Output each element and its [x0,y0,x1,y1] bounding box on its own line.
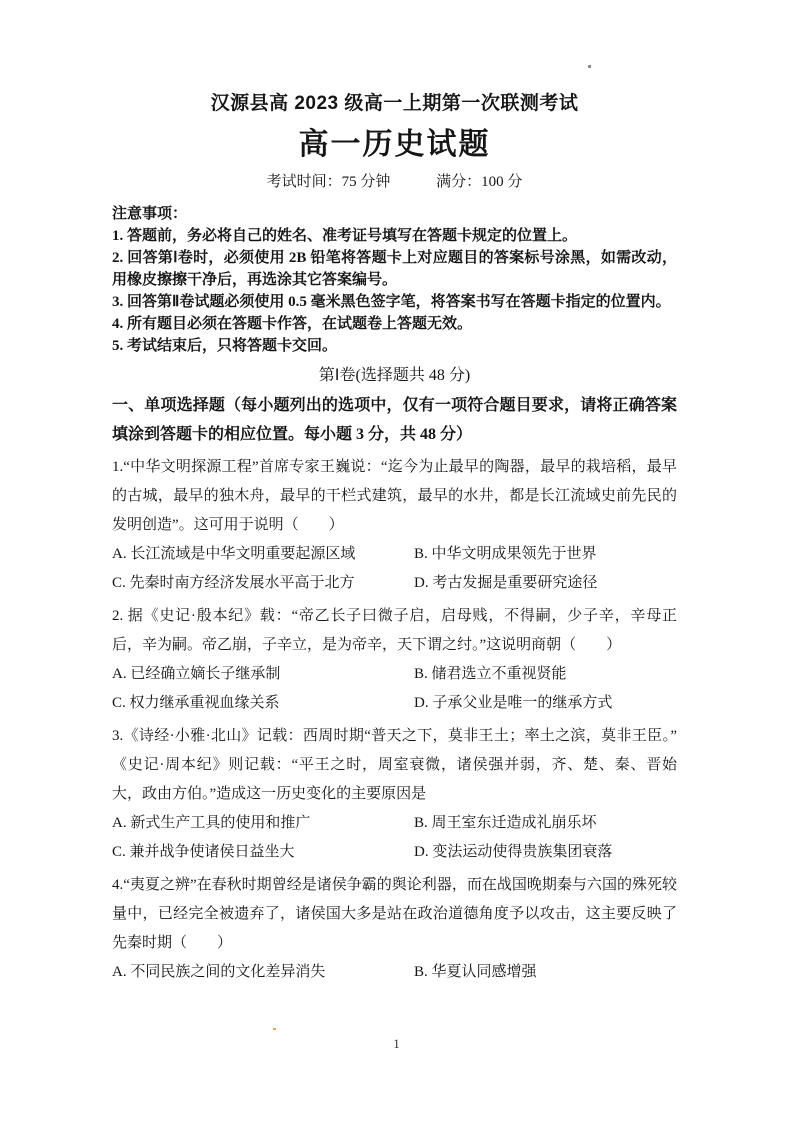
notice-item-1: 1. 答题前，务必将自己的姓名、准考证号填写在答题卡规定的位置上。 [112,228,578,244]
question-2-option-a: A. 已经确立嫡长子继承制 [112,666,281,682]
question-1-options-row-1 [112,540,677,569]
question-1 [112,453,677,598]
question-2 [112,602,677,718]
scan-speck-gray [588,65,591,68]
section-1-title: 第Ⅰ卷(选择题共 48 分) [318,367,471,384]
question-2-option-d: D. 子承父业是唯一的继承方式 [414,695,613,711]
exam-info-line [112,172,677,192]
notice-item-4: 4. 所有题目必须在答题卡作答，在试题卷上答题无效。 [112,316,473,332]
question-2-options-row-1 [112,660,677,689]
question-4-option-a: A. 不同民族之间的文化差异消失 [112,964,326,980]
question-2-stem: 2. 据《史记·殷本纪》载：“帝乙长子曰微子启，启母贱，不得嗣，少子辛，辛母正后，辛为嗣。帝乙崩，子辛立，是为帝辛，天下谓之纣。”这说明商朝（ ） [112,608,677,653]
paper-title: 高一历史试题 [298,128,491,161]
question-4 [112,871,677,987]
question-3-option-d: D. 变法运动使得贵族集团衰落 [414,844,613,860]
scan-speck-orange [273,1028,276,1030]
notices-block [112,203,677,357]
question-2-option-c: C. 权力继承重视血缘关系 [112,695,280,711]
question-3 [112,722,677,867]
question-1-option-a: A. 长江流域是中华文明重要起源区域 [112,546,356,562]
page-number: 1 [393,1036,400,1051]
question-1-options-row-2 [112,569,677,598]
question-3-option-c: C. 兼并战争使诸侯日益坐大 [112,844,295,860]
question-3-options-row-1 [112,809,677,838]
section-1-instruction: 一、单项选择题（每小题列出的选项中，仅有一项符合题目要求，请将正确答案填涂到答题卡的相应位置。每小题 3 分，共 48 分） [112,397,677,443]
question-4-option-b: B. 华夏认同感增强 [414,964,537,980]
question-2-option-b: B. 储君选立不重视贤能 [414,666,567,682]
question-4-options-row-1 [112,958,677,987]
notices-heading: 注意事项： [112,206,188,222]
question-1-option-b: B. 中华文明成果领先于世界 [414,546,597,562]
notice-item-2: 2. 回答第Ⅰ卷时，必须使用 2B 铅笔将答题卡上对应题目的答案标号涂黑，如需改动，用橡皮擦擦干净后，再选涂其它答案编号。 [112,250,677,288]
question-3-option-a: A. 新式生产工具的使用和推广 [112,815,311,831]
notice-item-3: 3. 回答第Ⅱ卷试题必须使用 0.5 毫米黑色签字笔，将答案书写在答题卡指定的位置内。 [112,294,671,310]
question-1-option-c: C. 先秦时南方经济发展水平高于北方 [112,575,355,591]
exam-duration: 考试时间：75 分钟 [266,174,391,190]
question-3-options-row-2 [112,838,677,867]
question-1-stem: 1.“中华文明探源工程”首席专家王巍说：“迄今为止最早的陶器，最早的栽培稻，最早的古城，最早的独木舟，最早的干栏式建筑，最早的水井，都是长江流域史前先民的发明创造”。这可用于说明（ ） [112,459,677,533]
question-3-stem: 3.《诗经·小雅·北山》记载：西周时期“普天之下，莫非王土；率土之滨，莫非王臣。”《史记·周本纪》则记载：“平王之时，周室衰微，诸侯强并弱，齐、楚、秦、晋始大，政由方伯。”造成这一历史变化的主要原因是 [112,728,677,802]
exam-full-score: 满分：100 分 [436,174,523,190]
exam-title: 汉源县高 2023 级高一上期第一次联测考试 [210,93,579,114]
question-3-option-b: B. 周王室东迁造成礼崩乐坏 [414,815,597,831]
question-4-stem: 4.“夷夏之辨”在春秋时期曾经是诸侯争霸的舆论利器，而在战国晚期秦与六国的殊死较量中，已经完全被遗弃了，诸侯国大多是站在政治道德角度予以攻击，这主要反映了先秦时期（ ） [112,877,677,951]
notice-item-5: 5. 考试结束后，只将答题卡交回。 [112,338,338,354]
question-1-option-d: D. 考古发掘是重要研究途径 [414,575,598,591]
question-2-options-row-2 [112,689,677,718]
